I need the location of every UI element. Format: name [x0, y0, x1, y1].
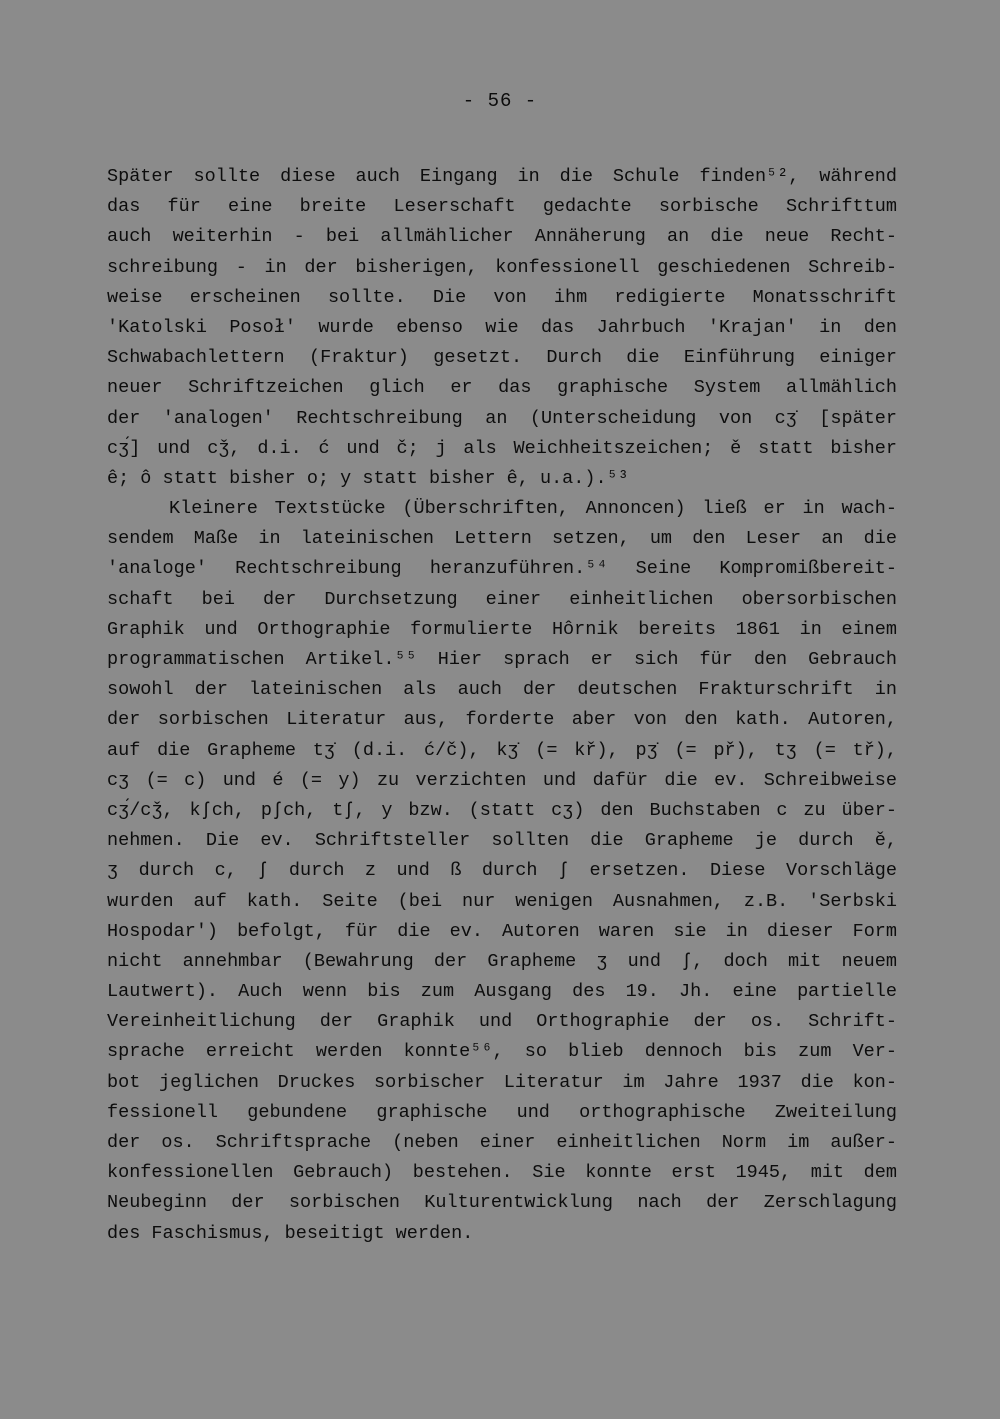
text-line: der os. Schriftsprache (neben einer einheitlichen Norm im außer- — [107, 1132, 897, 1153]
text-line: sowohl der lateinischen als auch der deutschen Frakturschrift in — [107, 679, 897, 701]
text-line: cʒ́/cǯ, kʃch, pʃch, tʃ, y bzw. (statt cʒ) den Buchstaben c zu über- — [107, 799, 897, 821]
text-line: nicht annehmbar (Bewahrung der Grapheme ʒ und ʃ, doch mit neuem — [107, 950, 897, 972]
text-line: auch weiterhin - bei allmählicher Annäherung an die neue Recht- — [107, 226, 897, 248]
text-line: des Faschismus, beseitigt werden. — [107, 1222, 474, 1244]
text-line: schaft bei der Durchsetzung einer einheitlichen obersorbischen — [107, 588, 897, 610]
text-line: Lautwert). Auch wenn bis zum Ausgang des 19. Jh. eine partielle — [107, 981, 897, 1003]
text-line: Schwabachlettern (Fraktur) gesetzt. Durch die Einführung einiger — [107, 347, 897, 369]
text-line: ʒ durch c, ʃ durch z und ß durch ʃ ersetzen. Diese Vorschläge — [107, 860, 897, 882]
text-line: weise erscheinen sollte. Die von ihm redigierte Monatsschrift — [107, 286, 897, 308]
text-line: cʒ (= c) und é (= y) zu verzichten und dafür die ev. Schreibweise — [107, 769, 897, 791]
text-line: konfessionellen Gebrauch) bestehen. Sie konnte erst 1945, mit dem — [107, 1162, 897, 1184]
text-line: 'Katolski Posoł' wurde ebenso wie das Jahrbuch 'Krajan' in den — [107, 316, 897, 338]
text-line: schreibung - in der bisherigen, konfessionell geschiedenen Schreib- — [107, 256, 897, 278]
text-line: Graphik und Orthographie formulierte Hôrnik bereits 1861 in einem — [107, 618, 897, 640]
text-line: Hospodar') befolgt, für die ev. Autoren waren sie in dieser Form — [107, 920, 897, 942]
text-line: sendem Maße in lateinischen Lettern setzen, um den Leser an die — [107, 528, 897, 550]
text-line: bot jeglichen Druckes sorbischer Literatur im Jahre 1937 die kon- — [107, 1071, 897, 1093]
text-line: Später sollte diese auch Eingang in die Schule finden⁵², während — [107, 166, 897, 187]
text-line: Neubeginn der sorbischen Kulturentwicklung nach der Zerschlagung — [107, 1192, 897, 1214]
text-line: das für eine breite Leserschaft gedachte sorbische Schrifttum — [107, 196, 897, 218]
text-line: auf die Grapheme tʒ̇ (d.i. ć/č), kʒ̇ (= kř), pʒ̇ (= př), tʒ (= tř), — [107, 739, 897, 761]
text-line: fessionell gebundene graphische und orthographische Zweiteilung — [107, 1101, 897, 1123]
body-text — [107, 162, 897, 1249]
text-line: der 'analogen' Rechtschreibung an (Unterscheidung von cʒ̇ [später — [107, 407, 897, 429]
text-line: 'analoge' Rechtschreibung heranzuführen.⁵⁴ Seine Kompromißbereit- — [107, 558, 897, 580]
text-line: der sorbischen Literatur aus, forderte aber von den kath. Autoren, — [107, 709, 897, 731]
text-line: ê; ô statt bisher o; y statt bisher ê, u.a.).⁵³ — [107, 467, 629, 489]
text-line: wurden auf kath. Seite (bei nur wenigen Ausnahmen, z.B. 'Serbski — [107, 890, 897, 912]
text-line: programmatischen Artikel.⁵⁵ Hier sprach er sich für den Gebrauch — [107, 649, 897, 670]
text-line: neuer Schriftzeichen glich er das graphische System allmählich — [107, 377, 897, 399]
page-number: - 56 - — [462, 90, 538, 112]
text-line: sprache erreicht werden konnte⁵⁶, so blieb dennoch bis zum Ver- — [107, 1041, 897, 1063]
text-line: cʒ́] und cǯ, d.i. ć und č; j als Weichheitszeichen; ě statt bisher — [107, 437, 897, 459]
text-line: Vereinheitlichung der Graphik und Orthographie der os. Schrift- — [107, 1011, 897, 1033]
text-line: nehmen. Die ev. Schriftsteller sollten die Grapheme je durch ě, — [107, 830, 897, 852]
text-line: Kleinere Textstücke (Überschriften, Annoncen) ließ er in wach- — [169, 498, 897, 520]
